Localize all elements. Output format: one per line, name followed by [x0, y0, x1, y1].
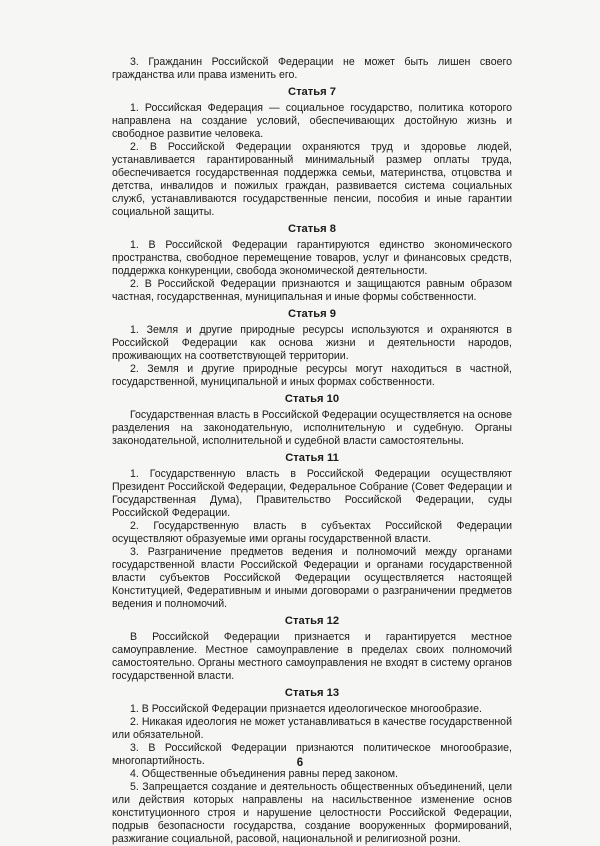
article-12: [112, 615, 512, 683]
article-paragraph: 3. В Российской Федерации признаются политическое многообразие, многопартийность.: [112, 742, 512, 767]
article-heading: Статья 8: [288, 223, 336, 235]
article-7: [112, 86, 512, 219]
article-paragraph: 1. В Российской Федерации признается идеологическое многообразие.: [130, 703, 482, 715]
article-8: [112, 223, 512, 304]
article-9: [112, 308, 512, 389]
article-paragraph: 1. В Российской Федерации гарантируются единство экономического пространства, свободное перемещение товаров, услуг и финансовых средств, поддержка конкуренции, свобода экономической деятельности.: [112, 239, 512, 277]
article-heading: Статья 12: [284, 615, 340, 627]
article-paragraph: 1. Земля и другие природные ресурсы используются и охраняются в Российской Федерации как основа жизни и деятельности народов, проживающих на соответствующей территории.: [112, 324, 512, 362]
article-paragraph: 2. Государственную власть в субъектах Российской Федерации осуществляют образуемые ими органы государственной власти.: [112, 520, 512, 545]
article-heading: Статья 7: [288, 86, 336, 98]
article-11: [112, 452, 512, 611]
article-heading: Статья 10: [284, 393, 340, 405]
article-heading: Статья 13: [284, 687, 340, 699]
article-paragraph: Государственная власть в Российской Федерации осуществляется на основе разделения на законодательную, исполнительную и судебную. Органы законодательной, исполнительной и судебной власти самостоятельны.: [112, 409, 512, 447]
article-paragraph: В Российской Федерации признается и гарантируется местное самоуправление. Местное самоуправление в пределах своих полномочий самостоятельно. Органы местного самоуправления не входят в систему органов государственной власти.: [112, 631, 512, 682]
page-content: [112, 56, 512, 846]
page-number: 6: [296, 757, 304, 769]
article-paragraph: 4. Общественные объединения равны перед законом.: [130, 768, 398, 780]
article-paragraph: 5. Запрещается создание и деятельность общественных объединений, цели или действия которых направлены на насильственное изменение основ конституционного строя и нарушение целостности Российской Федерации, подрыв безопасности государства, создание вооруженных формирований, разжигание социальной, расовой, национальной и религиозной розни.: [112, 781, 512, 845]
article-paragraph: 1. Российская Федерация — социальное государство, политика которого направлена на создание условий, обеспечивающих достойную жизнь и свободное развитие человека.: [112, 102, 512, 140]
article-paragraph: 3. Разграничение предметов ведения и полномочий между органами государственной власти Российской Федерации и органами государственной власти субъектов Российской Федерации осуществляется настоящей Конституцией, Федеративным и иными договорами о разграничении предметов ведения и полномочий.: [112, 546, 512, 610]
intro-paragraph: 3. Гражданин Российской Федерации не может быть лишен своего гражданства или права изменить его.: [112, 56, 512, 81]
article-paragraph: 2. В Российской Федерации признаются и защищаются равным образом частная, государственная, муниципальная и иные формы собственности.: [112, 278, 512, 303]
article-paragraph: 2. В Российской Федерации охраняются труд и здоровье людей, устанавливается гарантированный минимальный размер оплаты труда, обеспечивается государственная поддержка семьи, материнства, отцовства и детства, инвалидов и пожилых граждан, развивается система социальных служб, устанавливаются государственные пенсии, пособия и иные гарантии социальной защиты.: [112, 141, 512, 218]
article-heading: Статья 9: [288, 308, 336, 320]
article-paragraph: 1. Государственную власть в Российской Федерации осуществляют Президент Российской Федерации, Федеральное Собрание (Совет Федерации и Государственная Дума), Правительство Российской Федерации, суды Российской Федерации.: [112, 468, 512, 519]
article-10: [112, 393, 512, 448]
article-heading: Статья 11: [285, 452, 339, 464]
article-paragraph: 2. Земля и другие природные ресурсы могут находиться в частной, государственной, муниципальной и иных формах собственности.: [112, 363, 512, 388]
article-paragraph: 2. Никакая идеология не может устанавливаться в качестве государственной или обязательной.: [112, 716, 512, 741]
